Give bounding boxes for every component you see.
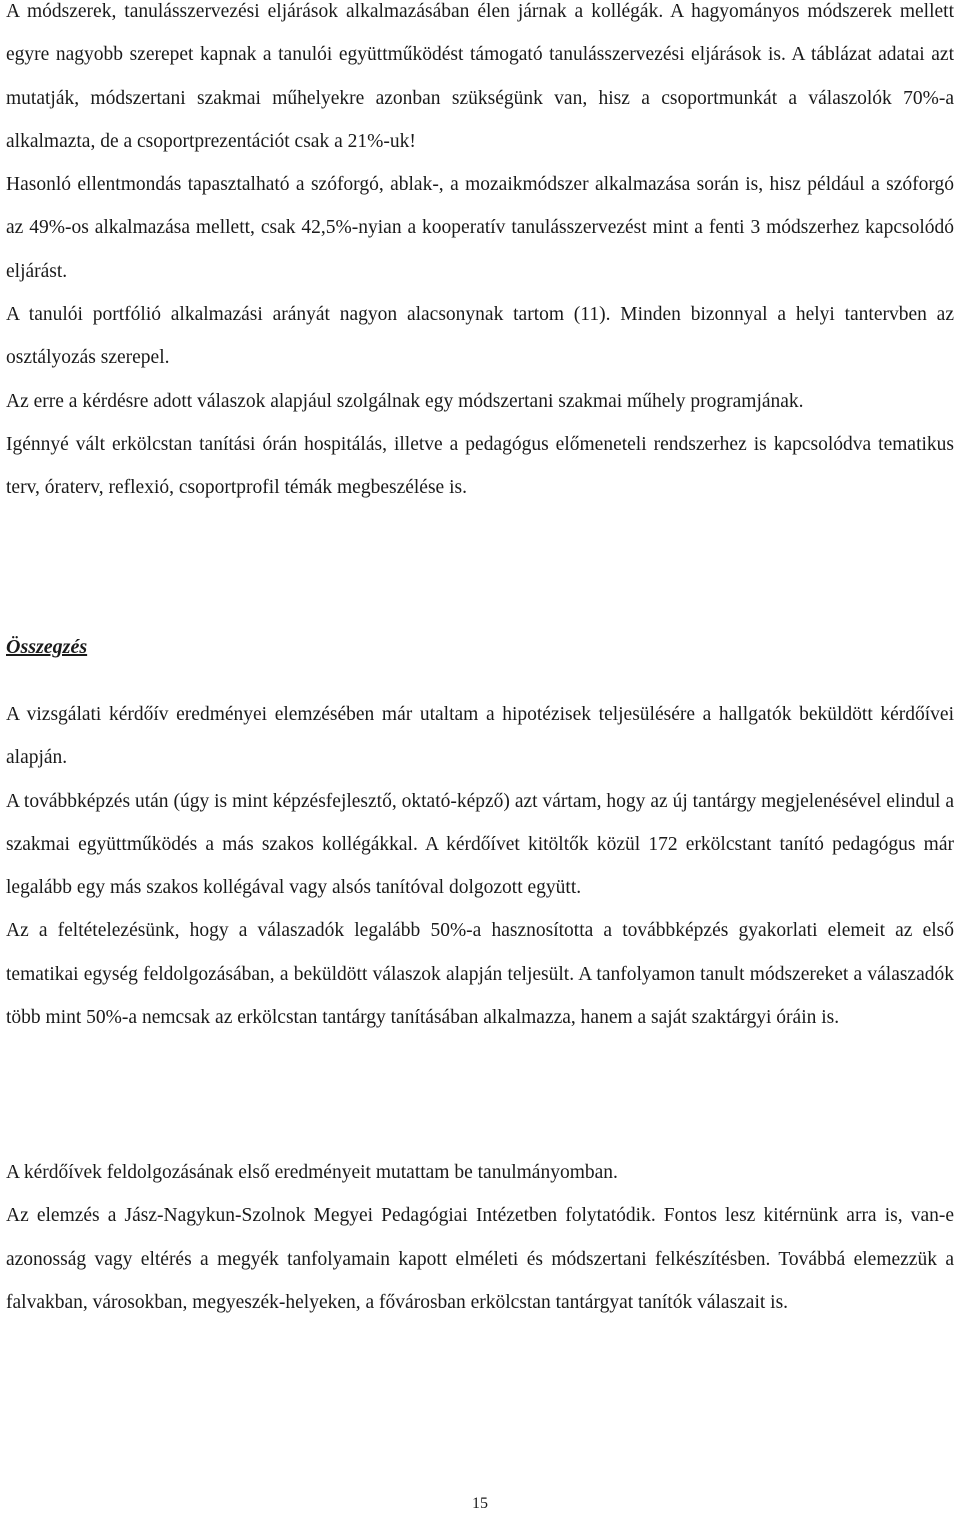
closing-section: [6, 1151, 954, 1324]
page-number: 15: [472, 1495, 488, 1512]
paragraph: Az elemzés a Jász-Nagykun-Szolnok Megyei Pedagógiai Intézetben folytatódik. Fontos lesz kitérnünk arra is, van-e azonosság vagy eltérés a megyék tanfolyamain kapott elméleti és módszertani felkészítésben. Továbbá elemezzük a falvakban, városokban, megyeszék-helyeken, a fővárosban erkölcstan tantárgyat tanítók válaszait is.: [6, 1205, 954, 1313]
paragraph: A tanulói portfólió alkalmazási arányát nagyon alacsonynak tartom (11). Minden bizonnyal a helyi tantervben az osztályozás szerepel.: [6, 304, 954, 369]
paragraph: A módszerek, tanulásszervezési eljárások alkalmazásában élen járnak a kollégák. A hagyományos módszerek mellett egyre nagyobb szerepet kapnak a tanulói együttműködést támogató tanulásszervezési eljárások is. A táblázat adatai azt mutatják, módszertani szakmai műhelyekre azonban szükségünk van, hisz a csoportmunkát a válaszolók 70%-a alkalmazta, de a csoportprezentációt csak a 21%-uk!: [6, 1, 954, 152]
section-heading: Összegzés: [6, 636, 88, 658]
paragraph: Az a feltételezésünk, hogy a válaszadók legalább 50%-a hasznosította a továbbképzés gyakorlati elemeit az első tematikai egység feldolgozásában, a beküldött válaszok alapján teljesült. A tanfolyamon tanult módszereket a válaszadók több mint 50%-a nemcsak az erkölcstan tantárgy tanításában alkalmazza, hanem a saját szaktárgyi óráin is.: [6, 920, 954, 1029]
paragraph: A kérdőívek feldolgozásának első eredményeit mutattam be tanulmányomban.: [6, 1162, 618, 1183]
paragraph: A továbbképzés után (úgy is mint képzésfejlesztő, oktató-képző) azt vártam, hogy az új tantárgy megjelenésével elindul a szakmai együttműködés a más szakos kollégákkal. A kérdőívet kitöltők közül 172 erkölcstant tanító pedagógus már legalább egy más szakos kollégával vagy alsós tanítóval dolgozott együtt.: [6, 790, 954, 899]
intro-section: [6, 0, 954, 510]
paragraph: Hasonló ellentmondás tapasztalható a szóforgó, ablak-, a mozaikmódszer alkalmazása során is, hisz például a szóforgó az 49%-os alkalmazása mellett, csak 42,5%-nyian a kooperatív tanulásszervezést mint a fenti 3 módszerhez kapcsolódó eljárást.: [6, 174, 954, 282]
paragraph: A vizsgálati kérdőív eredményei elemzésében már utaltam a hipotézisek teljesülésére a hallgatók beküldött kérdőívei alapján.: [6, 704, 954, 769]
paragraph: Az erre a kérdésre adott válaszok alapjául szolgálnak egy módszertani szakmai műhely programjának.: [6, 390, 804, 412]
summary-section: [6, 693, 954, 1039]
paragraph: Igénnyé vált erkölcstan tanítási órán hospitálás, illetve a pedagógus előmeneteli rendszerhez is kapcsolódva tematikus terv, óraterv, reflexió, csoportprofil témák megbeszélése is.: [6, 433, 954, 499]
